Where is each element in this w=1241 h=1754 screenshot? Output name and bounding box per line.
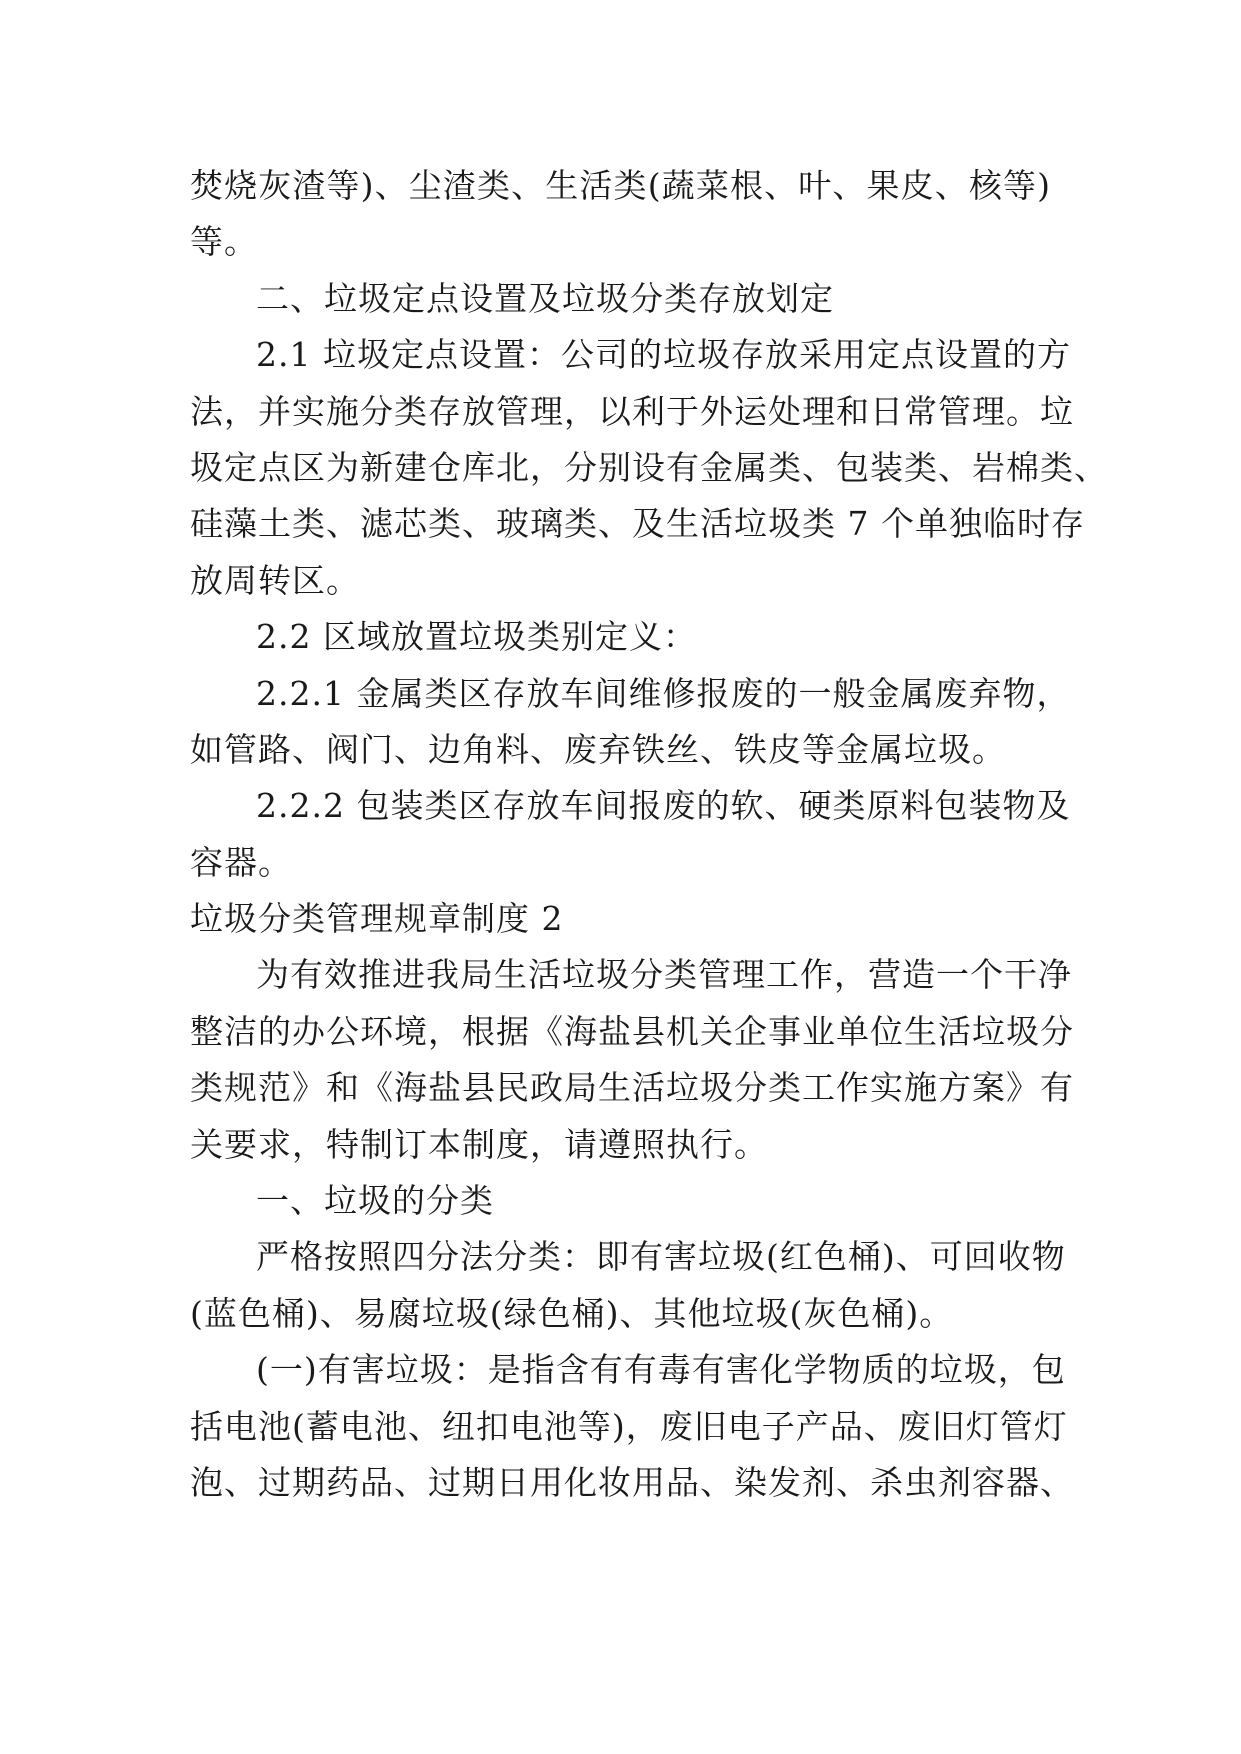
text-line: 硅藻土类、滤芯类、玻璃类、及生活垃圾类 7 个单独临时存	[190, 504, 1085, 544]
text-line: 等。	[190, 222, 258, 262]
text-line: 括电池(蓄电池、纽扣电池等)，废旧电子产品、废旧灯管灯	[190, 1406, 1068, 1446]
text-line: 一、垃圾的分类	[256, 1181, 494, 1221]
text-line: 焚烧灰渣等)、尘渣类、生活类(蔬菜根、叶、果皮、核等)	[190, 166, 1051, 205]
document-body	[190, 158, 1108, 1511]
text-line: 为有效推进我局生活垃圾分类管理工作，营造一个干净	[256, 955, 1072, 995]
text-line: (蓝色桶)、易腐垃圾(绿色桶)、其他垃圾(灰色桶)。	[190, 1293, 954, 1333]
text-line: 整洁的办公环境，根据《海盐县机关企事业单位生活垃圾分	[190, 1011, 1074, 1051]
text-line: 关要求，特制订本制度，请遵照执行。	[190, 1124, 768, 1164]
text-line: 严格按照四分法分类：即有害垃圾(红色桶)、可回收物	[256, 1237, 1066, 1277]
section-title: 垃圾分类管理规章制度 2	[190, 899, 564, 939]
text-line: 2.2 区域放置垃圾类别定义：	[256, 617, 697, 657]
text-line: 2.2.2 包装类区存放车间报废的软、硬类原料包装物及	[256, 786, 1071, 826]
text-line: (一)有害垃圾：是指含有有毒有害化学物质的垃圾，包	[256, 1350, 1066, 1390]
text-line: 容器。	[190, 842, 292, 882]
text-line: 放周转区。	[190, 560, 360, 600]
text-line: 二、垃圾定点设置及垃圾分类存放划定	[256, 278, 834, 318]
text-line: 泡、过期药品、过期日用化妆用品、染发剂、杀虫剂容器、	[190, 1462, 1074, 1502]
text-line: 圾定点区为新建仓库北，分别设有金属类、包装类、岩棉类、	[190, 447, 1108, 487]
text-line: 如管路、阀门、边角料、废弃铁丝、铁皮等金属垃圾。	[190, 729, 1006, 769]
text-line: 类规范》和《海盐县民政局生活垃圾分类工作实施方案》有	[190, 1068, 1074, 1108]
text-line: 法，并实施分类存放管理，以利于外运处理和日常管理。垃	[190, 391, 1074, 431]
text-line: 2.1 垃圾定点设置：公司的垃圾存放采用定点设置的方	[256, 335, 1071, 375]
text-line: 2.2.1 金属类区存放车间维修报废的一般金属废弃物，	[256, 673, 1071, 713]
